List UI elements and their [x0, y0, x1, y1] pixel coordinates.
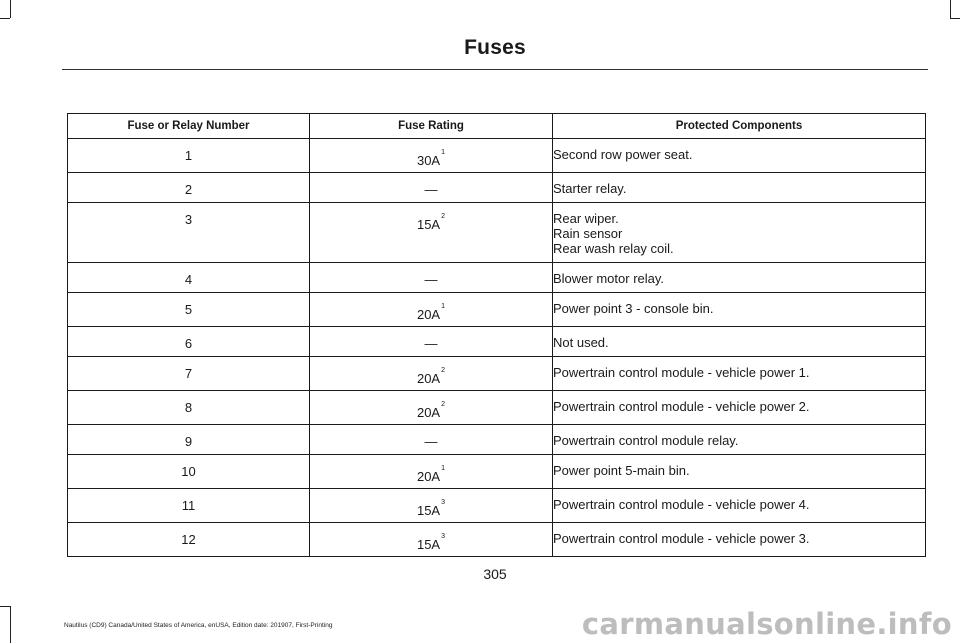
fuse-table-body [68, 139, 926, 557]
crop-mark-bottom-left-v [10, 606, 11, 643]
footnote-marker: 1 [441, 303, 446, 310]
fuse-rating-value: — [424, 434, 438, 449]
protected-components-cell [553, 327, 926, 357]
fuse-rating-cell [310, 263, 553, 293]
component-line: Rear wash relay coil. [553, 241, 674, 256]
fuse-rating-value: 20A [416, 469, 441, 484]
fuse-rating-value: 20A [416, 371, 441, 386]
crop-mark-top-left-v [10, 0, 11, 18]
fuse-rating-value: 15A [416, 537, 441, 552]
fuse-number-cell: 3 [68, 203, 310, 263]
fuse-number-cell: 10 [68, 455, 310, 489]
fuse-number-cell: 12 [68, 523, 310, 557]
fuse-rating-value: 20A [416, 405, 441, 420]
fuse-rating-cell [310, 203, 553, 263]
fuse-rating-value: 30A [416, 153, 441, 168]
protected-components-cell [553, 391, 926, 425]
footnote-marker: 2 [441, 367, 446, 374]
protected-components-cell [553, 263, 926, 293]
table-row [68, 293, 926, 327]
table-row [68, 357, 926, 391]
page-number: 305 [483, 566, 507, 582]
component-line: Power point 3 - console bin. [553, 301, 714, 316]
protected-components-cell [553, 455, 926, 489]
table-row [68, 139, 926, 173]
fuse-rating-value: 20A [416, 307, 441, 322]
protected-components-cell [553, 357, 926, 391]
crop-mark-bottom-left-h [0, 606, 10, 607]
watermark: carmanualsonline.info [581, 607, 952, 641]
fuse-number-cell: 4 [68, 263, 310, 293]
table-row [68, 523, 926, 557]
fuse-number-cell: 11 [68, 489, 310, 523]
table-row [68, 455, 926, 489]
column-header-number: Fuse or Relay Number [68, 114, 310, 139]
component-line: Rain sensor [553, 226, 623, 241]
footnote-marker: 1 [441, 149, 446, 156]
protected-components-cell [553, 425, 926, 455]
footnote-marker: 3 [441, 499, 446, 506]
page-title: Fuses [464, 36, 526, 59]
component-line: Powertrain control module - vehicle power 2. [553, 399, 810, 414]
crop-mark-top-right-h [950, 18, 960, 19]
edition-footer: Nautilus (CD9) Canada/United States of America, enUSA, Edition date: 201907, First-Printing [64, 622, 333, 629]
fuse-number-cell: 6 [68, 327, 310, 357]
table-header-row [68, 114, 926, 139]
fuse-rating-cell [310, 455, 553, 489]
table-row [68, 173, 926, 203]
component-line: Not used. [553, 335, 609, 350]
fuse-rating-cell [310, 327, 553, 357]
fuse-rating-cell [310, 173, 553, 203]
component-line: Powertrain control module - vehicle power 4. [553, 497, 810, 512]
title-divider [62, 69, 928, 70]
footnote-marker: 2 [441, 213, 446, 220]
fuse-rating-cell [310, 139, 553, 173]
component-line: Powertrain control module - vehicle power 3. [553, 531, 810, 546]
protected-components-cell [553, 489, 926, 523]
column-header-components: Protected Components [553, 114, 926, 139]
fuse-rating-value: — [424, 272, 438, 287]
fuse-rating-value: 15A [416, 217, 441, 232]
fuse-rating-value: — [424, 182, 438, 197]
fuse-number-cell: 9 [68, 425, 310, 455]
protected-components-cell [553, 523, 926, 557]
fuse-number-cell: 5 [68, 293, 310, 327]
fuse-table [67, 113, 926, 557]
table-row [68, 263, 926, 293]
fuse-number-cell: 7 [68, 357, 310, 391]
column-header-rating: Fuse Rating [310, 114, 553, 139]
table-row [68, 203, 926, 263]
footnote-marker: 2 [441, 401, 446, 408]
protected-components-cell [553, 173, 926, 203]
protected-components-cell [553, 203, 926, 263]
table-row [68, 425, 926, 455]
component-line: Powertrain control module - vehicle power 1. [553, 365, 810, 380]
fuse-number-cell: 1 [68, 139, 310, 173]
fuse-rating-cell [310, 523, 553, 557]
component-line: Power point 5-main bin. [553, 463, 690, 478]
fuse-number-cell: 2 [68, 173, 310, 203]
crop-mark-top-left-h [0, 18, 10, 19]
component-line: Rear wiper. [553, 211, 619, 226]
table-row [68, 327, 926, 357]
footnote-marker: 3 [441, 533, 446, 540]
crop-mark-top-right-v [950, 0, 951, 18]
protected-components-cell [553, 293, 926, 327]
fuse-rating-cell [310, 391, 553, 425]
table-row [68, 489, 926, 523]
fuse-rating-cell [310, 489, 553, 523]
fuse-rating-cell [310, 293, 553, 327]
component-line: Powertrain control module relay. [553, 433, 739, 448]
fuse-rating-cell [310, 425, 553, 455]
component-line: Blower motor relay. [553, 271, 665, 286]
fuse-rating-value: — [424, 336, 438, 351]
protected-components-cell [553, 139, 926, 173]
table-row [68, 391, 926, 425]
fuse-number-cell: 8 [68, 391, 310, 425]
footnote-marker: 1 [441, 465, 446, 472]
fuse-rating-cell [310, 357, 553, 391]
component-line: Starter relay. [553, 181, 627, 196]
component-line: Second row power seat. [553, 147, 693, 162]
fuse-rating-value: 15A [416, 503, 441, 518]
